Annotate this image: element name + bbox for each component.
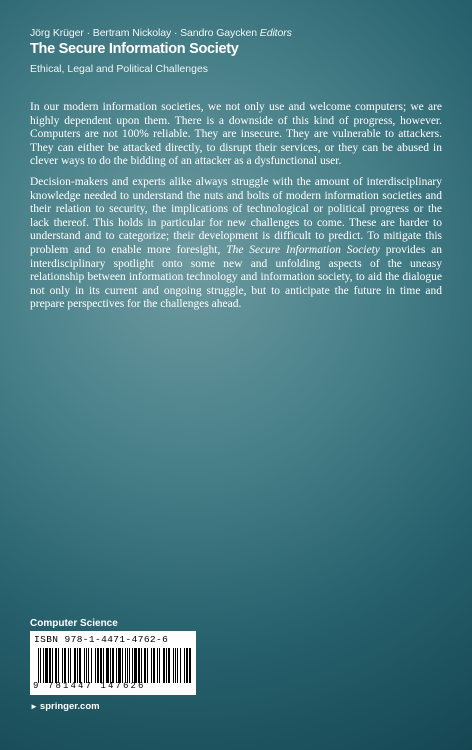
barcode-stripe <box>55 648 57 683</box>
barcode-stripe <box>88 648 89 683</box>
editors-line <box>30 27 292 39</box>
barcode-stripe <box>153 648 155 683</box>
barcode-stripe <box>125 648 126 683</box>
book-subtitle: Ethical, Legal and Political Challenges <box>30 63 209 75</box>
barcode-stripe <box>43 648 44 683</box>
barcode-stripe <box>110 648 111 683</box>
subject-category: Computer Science <box>30 618 118 629</box>
barcode-stripe <box>62 648 63 683</box>
editors-names: Jörg Krüger · Bertram Nickolay · Sandro Gaycken <box>30 27 257 39</box>
blurb-paragraph-2-start: Decision-makers and experts alike always struggle with the amount of interdisciplinary knowledge needed to understand the nuts and bolts of modern information societies and their relation to security, the implications of technological or political progress or the lack thereof. This holds in particular for new challenges to come. These are harder to understand and to categorize; their development is difficult to predict. To mitigate this problem and to enable more foresight, <box>30 175 442 256</box>
publisher-site: springer.com <box>39 701 100 712</box>
barcode-stripe <box>106 648 109 683</box>
barcode-stripe <box>38 648 39 683</box>
barcode-stripe <box>58 648 59 683</box>
barcode-stripe <box>134 648 137 683</box>
barcode-stripe <box>175 648 176 683</box>
barcode-stripe <box>70 648 71 683</box>
isbn-number: ISBN 978-1-4471-4762-6 <box>34 634 169 645</box>
barcode-stripe <box>118 648 121 683</box>
barcode-stripe <box>129 648 130 683</box>
barcode-stripe <box>141 648 142 683</box>
blurb-paragraph-2-end: provides an interdisciplinary spotlight onto some new and unfolding aspects of the uneasy relationship between information technology and information society, to aid the dialogue not only in its current and ongoing struggle, but to anticipate the future in time and prepare perspectives for the challenges ahead. <box>30 243 443 311</box>
barcode-stripe <box>144 648 146 683</box>
blurb-paragraph-1: In our modern information societies, we not only use and welcome computers; we are highly dependent upon them. There is a downside of this kind of progress, however. Computers are not 100% reliable. They are insecure. They are vulnerable to attackers. They can either be attacked directly, to disrupt their services, or they can be abused in clever ways to do the bidding of an attacker as a dysfunctional user. <box>30 101 442 168</box>
barcode-digits: 9 781447 147626 <box>33 681 146 691</box>
barcode-stripe <box>91 648 92 683</box>
barcode-stripe <box>151 648 152 683</box>
publisher-link[interactable] <box>30 701 100 712</box>
barcode-stripe <box>138 648 140 683</box>
barcode-stripe <box>49 648 51 683</box>
blurb-paragraph-2 <box>30 176 442 312</box>
barcode-stripe <box>112 648 114 683</box>
barcode-stripe <box>77 648 78 683</box>
barcode-stripe <box>177 648 178 683</box>
barcode-stripe <box>173 648 174 683</box>
barcode-stripe <box>45 648 48 683</box>
barcode-stripe <box>180 648 181 683</box>
barcode-stripe <box>122 648 123 683</box>
isbn-barcode-panel <box>30 631 196 695</box>
barcode-stripe <box>184 648 185 683</box>
barcode-stripe <box>68 648 69 683</box>
barcode-stripe <box>84 648 85 683</box>
barcode-stripe <box>159 648 160 683</box>
blurb <box>30 101 442 319</box>
barcode-stripe <box>186 648 188 683</box>
editors-role: Editors <box>259 27 292 39</box>
barcode-stripe <box>86 648 87 683</box>
barcode-stripe <box>132 648 133 683</box>
barcode-stripe <box>166 648 167 683</box>
blurb-book-title-italic: The Secure Information Society <box>226 243 380 256</box>
barcode-stripe <box>163 648 165 683</box>
barcode-stripe <box>116 648 117 683</box>
barcode-stripe <box>103 648 104 683</box>
arrow-right-icon: ► <box>30 702 38 711</box>
barcode-stripe <box>157 648 158 683</box>
barcode-stripe <box>127 648 128 683</box>
barcode-stripe <box>168 648 170 683</box>
book-title: The Secure Information Society <box>30 41 239 57</box>
barcode-stripe <box>95 648 96 683</box>
barcode-stripe <box>97 648 99 683</box>
barcode-stripe <box>52 648 53 683</box>
barcode-stripe <box>40 648 41 683</box>
barcode-stripe <box>189 648 191 683</box>
barcode-stripe <box>79 648 81 683</box>
barcode-stripe <box>147 648 148 683</box>
barcode-stripe <box>100 648 102 683</box>
barcode-bars <box>36 648 192 683</box>
barcode-stripe <box>74 648 76 683</box>
barcode-stripe <box>64 648 66 683</box>
